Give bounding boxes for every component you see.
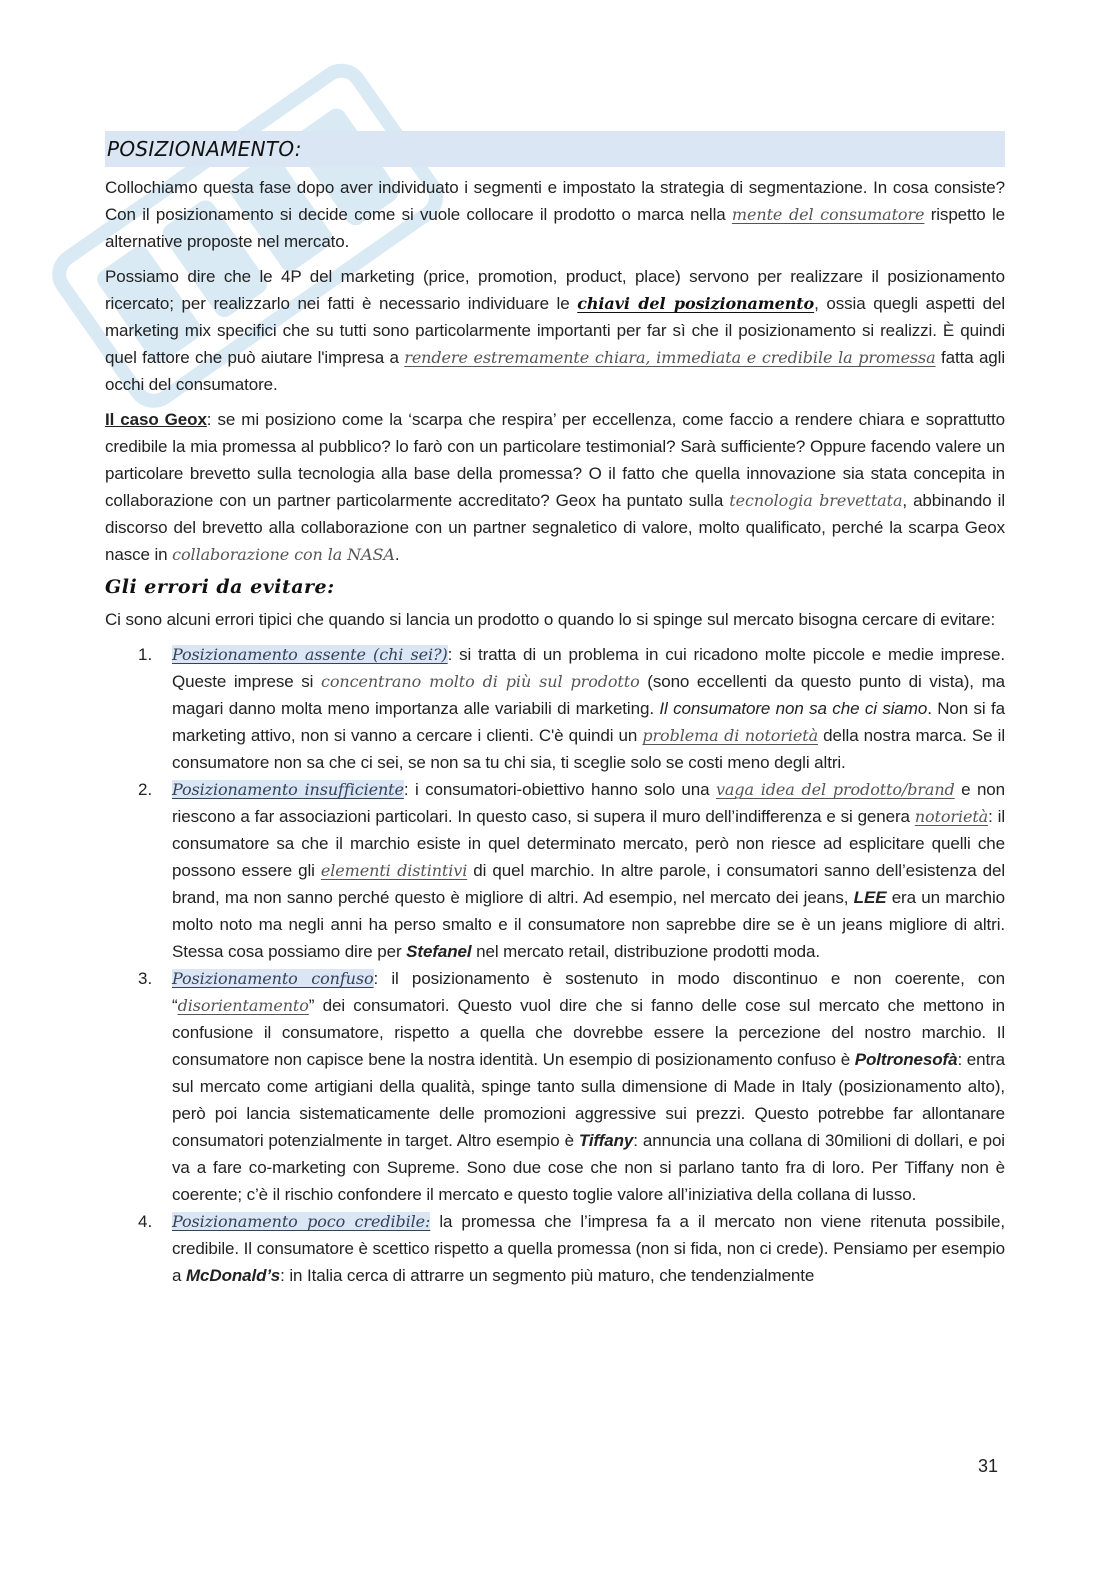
text: Collochiamo questa fase dopo aver individuato i segmenti e impostato la strategia di segmentazione. In cosa consiste? Con il posizionamento si decide come si vuole collocare il prodotto o marca nella	[105, 178, 1005, 224]
highlight-text: notorietà	[914, 807, 989, 826]
text: : i consumatori-obiettivo hanno solo una	[403, 780, 716, 799]
highlight-text: mente del consumatore	[731, 205, 925, 224]
list-item	[105, 641, 1005, 776]
item-number: 3.	[138, 969, 153, 988]
brand-name: Stefanel	[406, 942, 472, 961]
brand-name: Tiffany	[578, 1131, 634, 1150]
text: Possiamo dire che le 4P del marketing (price, promotion, product, place) servono per realizzare il posizionamento ricercato; per realizzarlo nei fatti è necessario individuare le	[105, 267, 1005, 313]
document-page	[105, 131, 1005, 1289]
highlight-text: concentrano molto di più sul prodotto	[321, 672, 640, 691]
key-term: chiavi del posizionamento	[577, 294, 815, 313]
text: : annuncia una collana di 30milioni di dollari, e poi va a fare co-marketing con Supreme. Sono due cose che non si parlano tanto fra di loro. Per Tiffany non è coerente; c’è il rischio confondere il mercato e questo toglie valore all’iniziativa della collana di lusso.	[172, 1131, 1005, 1204]
item-term: Posizionamento assente (chi sei?)	[172, 645, 448, 664]
text: (sono eccellenti da questo punto di vista), ma magari danno molta meno importanza alle variabili di marketing.	[172, 672, 1005, 718]
errors-heading: Gli errori da evitare:	[105, 576, 335, 598]
text: di quel marchio. In altre parole, i consumatori sanno dell’esistenza del brand, ma non sanno perché questo è migliore di altri. Ad esempio, nel mercato dei jeans,	[172, 861, 1006, 907]
list-item	[105, 1208, 1005, 1289]
intro-paragraph-2	[105, 263, 1005, 398]
text: della nostra marca. Se il consumatore non sa che ci sei, se non sa tu chi sia, ti sceglie solo se costi meno degli altri.	[172, 726, 1005, 772]
section-title-bar	[105, 131, 1005, 167]
text: nel mercato retail, distribuzione prodotti moda.	[471, 942, 821, 961]
text: : il consumatore sa che il marchio esiste in quel determinato mercato, però non riesce ad esplicitare quelli che possono essere gli	[172, 807, 1005, 880]
section-title: POSIZIONAMENTO:	[107, 137, 302, 161]
list-item	[105, 965, 1005, 1208]
item-number: 2.	[138, 780, 153, 799]
text: ” dei consumatori. Questo vuol dire che si fanno delle cose sul mercato che mettono in confusione il consumatore, rispetto a quella che dovrebbe essere la percezione del nostro marchio. Il consumatore non capisce bene la nostra identità. Un esempio di posizionamento confuso è	[172, 996, 1005, 1069]
text: rispetto le alternative proposte nel mercato.	[105, 205, 1005, 251]
text: .	[394, 545, 400, 564]
text: : il posizionamento è sostenuto in modo discontinuo e non coerente, con “	[172, 969, 1005, 1015]
text: era un marchio molto noto ma negli anni ha perso smalto e il consumatore non saprebbe dire se è un jeans migliore di altri. Stessa cosa possiamo dire per	[172, 888, 1005, 961]
intro-paragraph-1	[105, 174, 1005, 255]
text: . Non si fa marketing attivo, non si vanno a cercare i clienti. C'è quindi un	[172, 699, 1005, 745]
geox-paragraph	[105, 406, 1005, 568]
brand-name: LEE	[853, 888, 887, 907]
text: la promessa che l’impresa fa a il mercato non viene ritenuta possibile, credibile. Il consumatore è scettico rispetto a quella promessa (non si fida, non ci crede). Pensiamo per esempio a	[172, 1212, 1005, 1285]
errors-list	[105, 641, 1005, 1289]
text: fatta agli occhi del consumatore.	[105, 348, 1006, 394]
text: : si tratta di un problema in cui ricadono molte piccole e medie imprese. Queste imprese si	[172, 645, 1005, 691]
highlight-text: tecnologia brevettata	[729, 491, 903, 510]
text: , abbinando il discorso del brevetto alla collaborazione con un partner segnaletico di valore, molto qualificato, perché la scarpa Geox nasce in	[105, 491, 1005, 564]
text: e non riescono a far associazioni particolari. In questo caso, si supera il muro dell’indifferenza e si genera	[172, 780, 1006, 826]
text: : entra sul mercato come artigiani della qualità, spinge tanto sulla dimensione di Made in Italy (posizionamento alto), però poi lancia sistematicamente delle promozioni aggressive sui prezzi. Questo potrebbe far allontanare consumatori potenzialmente in target. Altro esempio è	[172, 1050, 1005, 1150]
text: , ossia quegli aspetti del marketing mix specifici che su tutti sono particolarmente importanti per far sì che il posizionamento si realizzi. È quindi quel fattore che può aiutare l'impresa a	[105, 294, 1005, 367]
highlight-text: elementi distintivi	[320, 861, 468, 880]
brand-name: McDonald’s	[185, 1266, 281, 1285]
brand-name: Poltronesofà	[854, 1050, 958, 1069]
list-item	[105, 776, 1005, 965]
case-label: Il caso Geox	[105, 410, 207, 429]
page-number: 31	[978, 1456, 999, 1476]
item-term: Posizionamento confuso	[172, 969, 374, 988]
text: : in Italia cerca di attrarre un segmento più maturo, che tendenzialmente	[280, 1266, 815, 1285]
highlight-text: collaborazione con la NASA	[172, 545, 395, 564]
highlight-text: vaga idea del prodotto/brand	[715, 780, 955, 799]
highlight-text: disorientamento	[177, 996, 309, 1015]
item-number: 1.	[138, 645, 153, 664]
italic-text: Il consumatore non sa che ci siamo	[659, 699, 928, 718]
item-term: Posizionamento insufficiente	[172, 780, 404, 799]
errors-intro: Ci sono alcuni errori tipici che quando si lancia un prodotto o quando lo si spinge sul mercato bisogna cercare di evitare:	[105, 610, 996, 629]
highlight-text: rendere estremamente chiara, immediata e credibile la promessa	[404, 348, 936, 367]
highlight-text: problema di notorietà	[642, 726, 819, 745]
text: : se mi posiziono come la ‘scarpa che respira’ per eccellenza, come faccio a rendere chiara e soprattutto credibile la mia promessa al pubblico? lo farò con un particolare testimonial? Sarà sufficiente? Oppure facendo valere un particolare brevetto sulla tecnologia alla base della promessa? O il fatto che quella innovazione sia stata concepita in collaborazione con un partner particolarmente accreditato? Geox ha puntato sulla	[105, 410, 1005, 510]
item-term: Posizionamento poco credibile:	[172, 1212, 431, 1231]
item-number: 4.	[138, 1212, 153, 1231]
